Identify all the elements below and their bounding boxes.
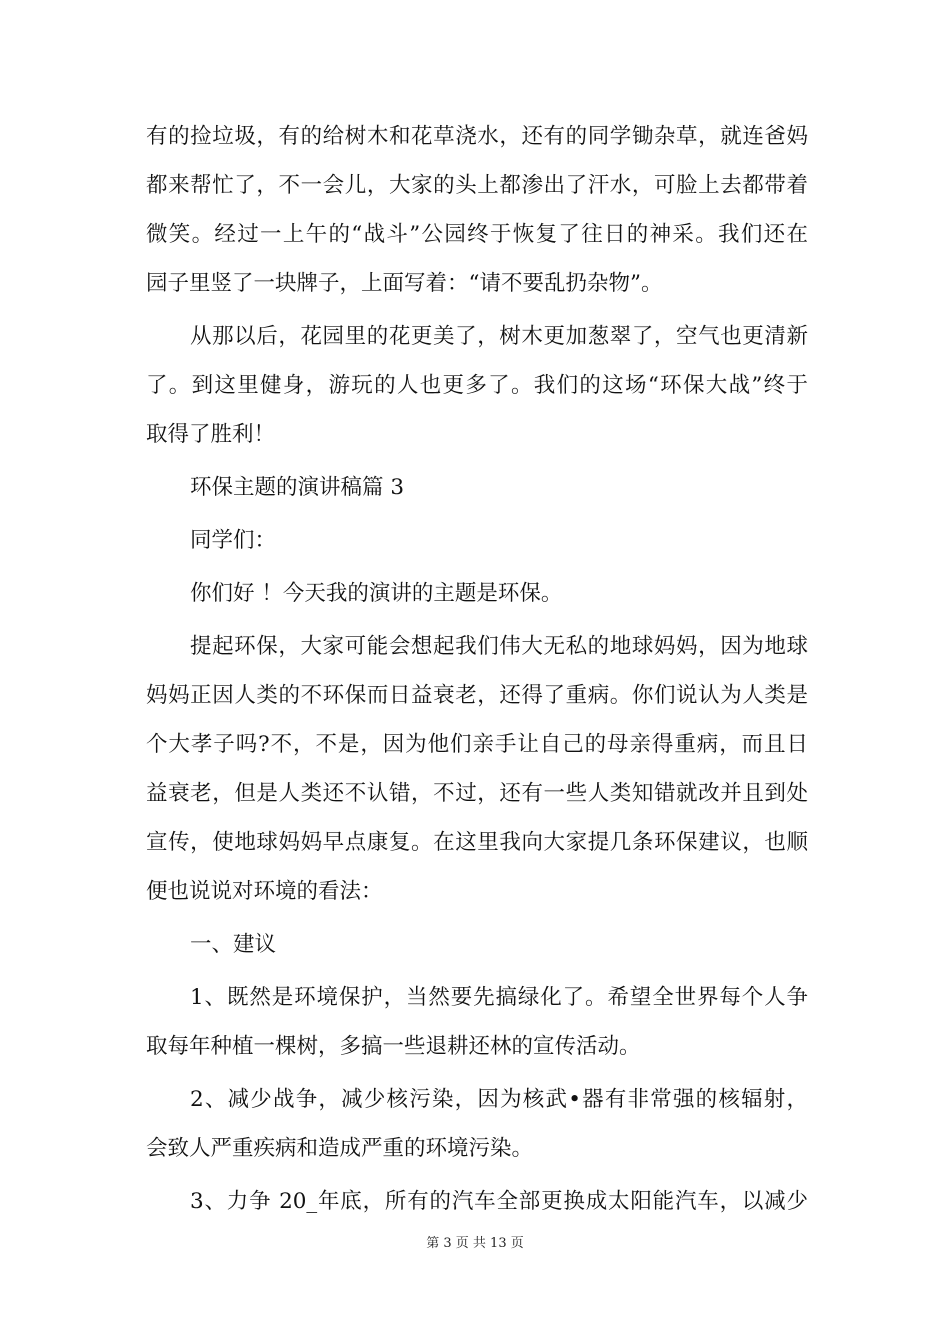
text-line: 你们好 ！今天我的演讲的主题是环保。 xyxy=(190,581,563,606)
document-body xyxy=(146,112,808,1226)
page-footer: 第 3 页 共 13 页 xyxy=(426,1236,524,1251)
text-line: 1、既然是环境保护，当然要先搞绿化了。希望全世界每个人争 xyxy=(190,985,808,1010)
text-line: 个大孝子吗?不，不是，因为他们亲手让自己的母亲得重病，而且日 xyxy=(146,732,808,757)
text-line: 2、减少战争，减少核污染，因为核武•器有非常强的核辐射， xyxy=(190,1087,808,1112)
text-line: 从那以后，花园里的花更美了，树木更加葱翠了，空气也更清新 xyxy=(190,324,808,349)
text-line: 取得了胜利！ xyxy=(146,422,276,447)
text-line: 益衰老，但是人类还不认错，不过，还有一些人类知错就改并且到处 xyxy=(146,781,808,806)
text-line: 一、建议 xyxy=(190,932,277,957)
text-line: 妈妈正因人类的不环保而日益衰老，还得了重病。你们说认为人类是 xyxy=(146,683,808,708)
text-line: 园子里竖了一块牌子，上面写着：“请不要乱扔杂物”。 xyxy=(146,271,663,296)
text-line: 微笑。经过一上午的“战斗”公园终于恢复了往日的神采。我们还在 xyxy=(146,222,808,247)
text-line: 提起环保，大家可能会想起我们伟大无私的地球妈妈，因为地球 xyxy=(190,634,808,659)
text-line: 3、力争 20_年底，所有的汽车全部更换成太阳能汽车，以减少 xyxy=(190,1189,808,1214)
text-line: 都来帮忙了，不一会儿，大家的头上都渗出了汗水，可脸上去都带着 xyxy=(146,173,808,198)
text-line: 取每年种植一棵树，多搞一些退耕还林的宣传活动。 xyxy=(146,1034,641,1059)
text-line: 会致人严重疾病和造成严重的环境污染。 xyxy=(146,1136,534,1161)
text-line: 有的捡垃圾，有的给树木和花草浇水，还有的同学锄杂草，就连爸妈 xyxy=(146,124,808,149)
text-line: 宣传，使地球妈妈早点康复。在这里我向大家提几条环保建议，也顺 xyxy=(146,830,808,855)
text-line: 了。到这里健身，游玩的人也更多了。我们的这场“环保大战”终于 xyxy=(146,373,808,398)
text-line: 环保主题的演讲稿篇 3 xyxy=(190,475,405,500)
text-line: 同学们： xyxy=(190,528,277,553)
text-line: 便也说说对环境的看法： xyxy=(146,879,383,904)
